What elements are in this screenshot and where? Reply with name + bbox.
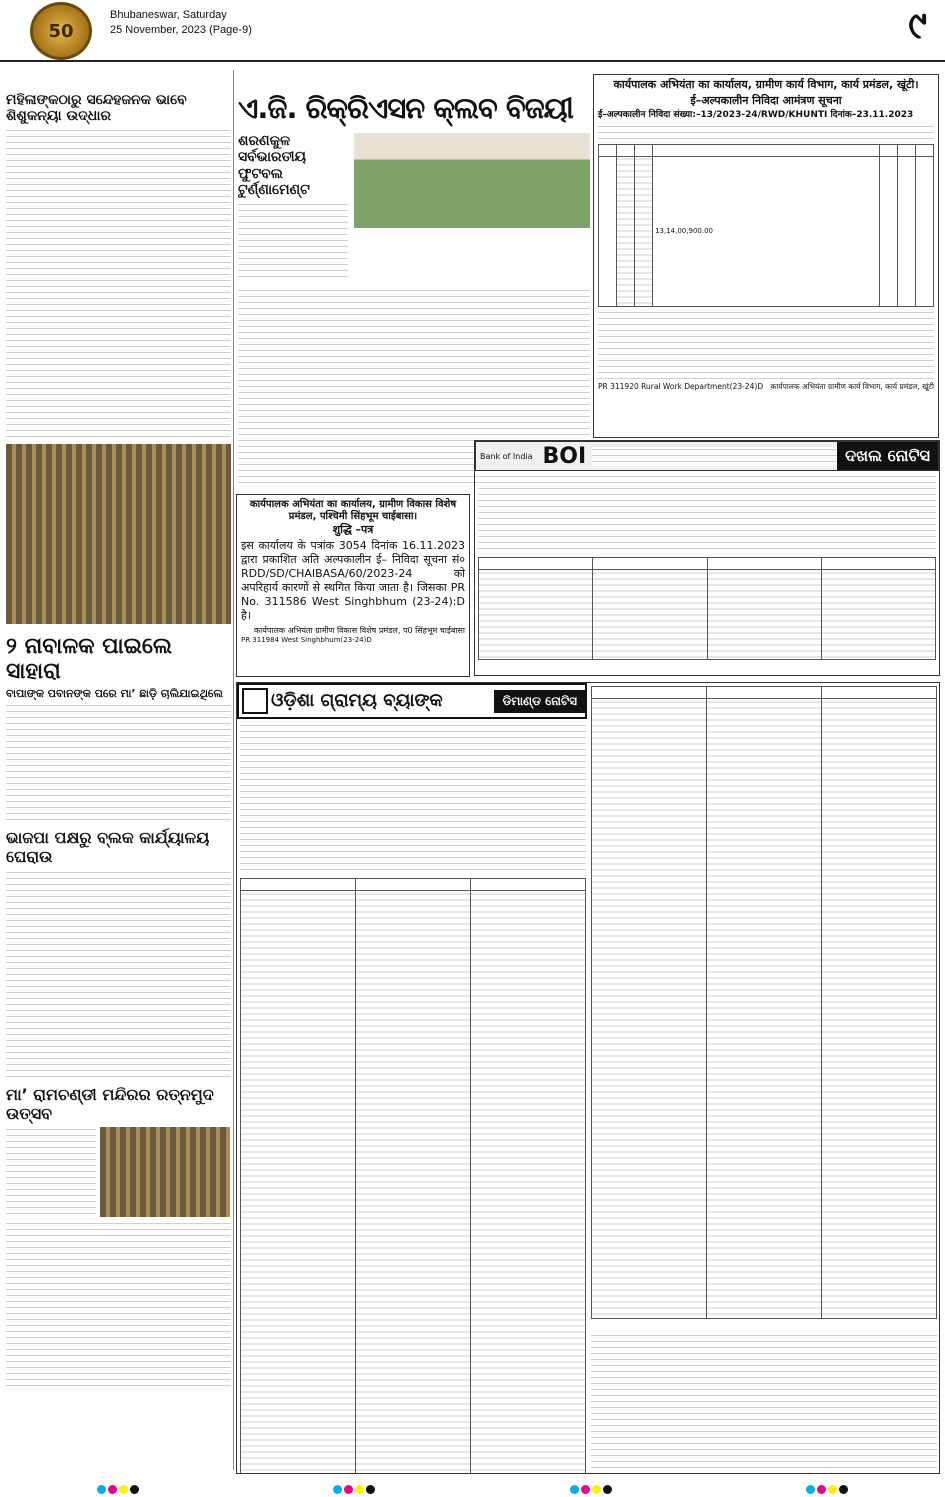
ogb-demand-notice bbox=[236, 682, 940, 1474]
article-body bbox=[6, 703, 231, 823]
boi-possession-notice bbox=[474, 440, 940, 676]
notice-title: शुद्धि –पत्र bbox=[332, 523, 374, 536]
boi-notice-label: ଦଖଲ ନୋଟିସ bbox=[837, 442, 938, 470]
festival-photo bbox=[100, 1127, 230, 1217]
city-day: Bhubaneswar, Saturday bbox=[110, 9, 227, 21]
headline-bjp: ଭାଜପା ପକ୍ଷରୁ ବ୍ଲକ କାର୍ଯ୍ୟାଳୟ ଘେରାଉ bbox=[6, 828, 210, 866]
ogb-table-right bbox=[591, 686, 937, 1319]
ogb-footer bbox=[591, 1333, 937, 1468]
notice-sign: कार्यपालक अभियंता ग्रामीण विकास विशेष प्रमंडल, प0 सिंहभूम चाईबासा bbox=[254, 625, 465, 635]
subhead-minors: ବାପାଙ୍କ ପବାନଙ୍କ ପରେ ମା’ ଛାଡ଼ି ଚାଲିଯାଇଥିଲେ bbox=[6, 686, 224, 700]
tender-ref: ई–अल्पकालीन निविदा संख्या:–13/2023-24/RWD/KHUNTI दिनांक–23.11.2023 bbox=[598, 110, 914, 121]
tender-amount: 13,14,00,900.00 bbox=[653, 156, 880, 306]
corrigendum-notice bbox=[236, 494, 470, 677]
temple-photo bbox=[6, 444, 231, 624]
tender-title: ई–अल्पकालीन निविदा आमंत्रण सूचना bbox=[690, 93, 842, 107]
boi-table bbox=[478, 557, 936, 660]
boi-logo: BOI bbox=[542, 443, 587, 469]
headline-minors: ୨ ନାବାଳକ ପାଇଲେ ସାହାରା bbox=[6, 634, 173, 685]
dateline bbox=[110, 8, 252, 38]
notice-pr: PR 311984 West Singhbhum(23-24)D bbox=[241, 635, 372, 644]
tender-sign: कार्यपालक अभियंता ग्रामीण कार्य विभाग, कार्य प्रमंडल, खूंटी bbox=[770, 381, 934, 391]
tender-notice bbox=[593, 74, 939, 438]
ogb-notice-label: ଡିମାଣ୍ଡ ନୋଟିସ bbox=[494, 690, 585, 713]
article-body bbox=[6, 1221, 231, 1391]
left-column bbox=[6, 92, 231, 1472]
boi-header bbox=[475, 441, 939, 471]
boi-address bbox=[592, 447, 837, 466]
tender-terms bbox=[598, 310, 934, 380]
page-number: ୯ bbox=[908, 2, 927, 47]
football-photo bbox=[354, 133, 590, 228]
tender-office: कार्यपालक अभियंता का कार्यालय, ग्रामीण कार्य विभाग, कार्य प्रमंडल, खूंटी। bbox=[613, 78, 919, 91]
date-page: 25 November, 2023 (Page-9) bbox=[110, 24, 252, 36]
masthead bbox=[0, 0, 945, 62]
ogb-intro bbox=[240, 723, 586, 873]
notice-body: इस कार्यालय के पत्रांक 3054 दिनांक 16.11.2023 द्वारा प्रकाशित अति अल्पकालीन ई– निविदा सूचना सं० RDD/SD/CHAIBASA/60/2023-24 को अपरिहार्य कारणों से स्थगित किया जाता है। जिसका PR No. 311586 West Singhbhum (23-24):D है। bbox=[241, 538, 465, 622]
article-body bbox=[6, 870, 231, 1080]
notice-office: कार्यपालक अभियंता का कार्यालय, ग्रामीण विकास विशेष प्रमंडल, पश्चिमी सिंहभूम चाईबासा। bbox=[249, 499, 457, 522]
tender-table bbox=[598, 144, 934, 307]
column-rule bbox=[233, 70, 234, 1470]
ogb-table-left bbox=[240, 878, 586, 1474]
boi-bank-name: Bank of India bbox=[480, 451, 533, 461]
ogb-header bbox=[237, 683, 587, 719]
ogb-bank-name: ଓଡ଼ିଶା ଗ୍ରାମ୍ୟ ବ୍ୟାଙ୍କ bbox=[271, 689, 443, 711]
ogb-logo-icon bbox=[242, 688, 268, 714]
article-body bbox=[6, 128, 231, 438]
registration-marks bbox=[0, 1479, 945, 1497]
tender-pr: PR 311920 Rural Work Department(23-24)D bbox=[598, 381, 764, 391]
boi-body bbox=[478, 474, 936, 554]
subhead-tournament: ଶରଣକୁଳ ସର୍ବଭାରତୀୟ ଫୁଟବଲ ଟୁର୍ଣ୍ଣାମେଣ୍ଟ bbox=[238, 133, 310, 198]
sports-story bbox=[238, 92, 590, 487]
tender-intro bbox=[598, 124, 934, 144]
headline-ramchandi: ମା’ ରାମଚଣ୍ଡୀ ମନ୍ଦିରର ରତ୍ନମୁଦ ଉତ୍ସବ bbox=[6, 1085, 214, 1123]
headline-child-rescue: ମହିଳାଙ୍କଠାରୁ ସନ୍ଦେହଜନକ ଭାବେ ଶିଶୁକନ୍ୟା ଉଦ୍ଧାର bbox=[6, 92, 187, 125]
newspaper-logo bbox=[30, 2, 92, 60]
article-body bbox=[238, 202, 348, 282]
article-body bbox=[6, 1127, 96, 1217]
logo-text: 50 bbox=[48, 20, 74, 42]
headline-ag-recreation: ଏ.ଜି. ରିକ୍ରିଏସନ କ୍ଲବ ବିଜୟୀ bbox=[238, 92, 573, 125]
